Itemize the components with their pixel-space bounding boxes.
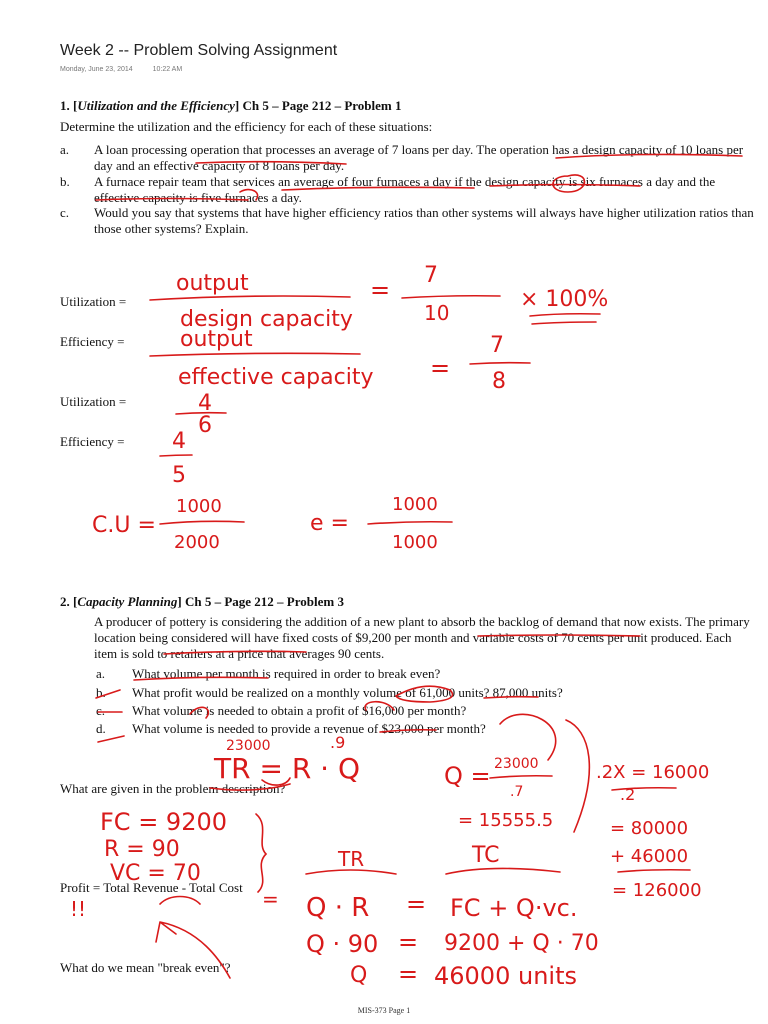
hw-x-sum-line [618,870,690,872]
problem2-ref: ] Ch 5 – Page 212 – Problem 3 [177,594,344,609]
hw-e2-den: 5 [172,463,186,488]
hw-x-r2: + 46000 [610,846,689,867]
problem2-item-c: What volume is needed to obtain a profit of $16,000 per month? [132,703,467,718]
hw-eff-bar [150,353,360,356]
problem1-item-a-line2: day and an effective capacity of 8 loans per day. [94,158,345,173]
hw-cu-den: 2000 [174,532,220,553]
hw-r: R = 90 [104,837,180,862]
problem1-item-b-letter: b. [60,174,70,189]
problem1-item-b [94,174,762,206]
hw-tr-top: 23000 [226,738,271,754]
problem1-intro: Determine the utilization and the efficiency for each of these situations: [60,119,433,134]
hw-e-label: e = [310,511,349,536]
problem1-topic: Utilization and the Efficiency [77,98,235,113]
hw-tc-label: TC [472,843,500,868]
efficiency-label-a: Efficiency = [60,334,125,349]
hw-u2-num: 4 [198,391,212,416]
problem2-item-b-letter: b. [96,685,106,700]
problem2-item-d-letter: d. [96,721,106,736]
page-date: Monday, June 23, 2014 [60,66,133,73]
problem1-item-c-line2: those other systems? Explain. [94,221,249,236]
hw-util-den: design capacity [180,307,353,332]
hw-u2-den: 6 [198,413,212,438]
hw-cu-num: 1000 [176,496,222,517]
problem1-heading [60,98,402,114]
hw-l3-left: Q [350,963,368,988]
problem2-heading [60,594,344,610]
problem1-item-c-line1: Would you say that systems that have higher efficiency ratios than other systems will always have higher utilization ratios than [94,205,754,220]
page-time: 10:22 AM [152,66,183,73]
problem2-topic: Capacity Planning [77,594,178,609]
hw-tc-bracket [446,868,560,874]
problem1-item-a [94,142,762,174]
hw-pct-underline-1 [530,314,600,316]
hw-cu-label: C.U = [92,513,156,538]
profit-equation: Profit = Total Revenue - Total Cost [60,880,243,895]
problem2-para-line2: location being considered will have fixed costs of $9,200 per month and variable costs of 70 cents per unit produced. Each [94,630,732,645]
hw-frac2-bar [470,363,530,364]
problem1-item-b-line2: effective capacity is five furnaces a day. [94,190,302,205]
hw-vc: VC = 70 [110,861,201,886]
problem2-number: 2. [ [60,594,78,609]
hw-l1-left: Q · R [306,893,370,923]
hw-cu-bar [160,521,244,524]
page-timestamp [60,66,200,73]
hw-frac1-den: 10 [424,301,450,325]
problem1-item-a-line1: A loan processing operation that processes an average of 7 loans per day. The operation has a design capacity of 10 loans per [94,142,744,157]
given-question: What are given in the problem description? [60,781,286,796]
hw-l3-eq: = [398,960,419,988]
problem2-paragraph [94,614,762,662]
hw-tr-dot: .9 [330,733,346,752]
page-title: Week 2 -- Problem Solving Assignment [60,42,338,59]
problem2-item-d: What volume is needed to provide a revenue of $23,000 per month? [132,721,486,736]
hw-l1-eq: = [406,890,427,918]
hw-arrow-eq: = [262,887,279,911]
problem2-para-line3: item is sold to retailers at a price that averages 90 cents. [94,646,385,661]
hw-e2-num: 4 [172,429,186,454]
problem1-item-c [94,205,762,237]
hw-fc: FC = 9200 [100,808,228,836]
hw-x-bar [612,788,676,790]
hw-util-num: output [176,271,249,296]
hw-q-res: = 15555.5 [458,810,554,831]
hw-curve-revenue [160,897,200,905]
problem2-item-c-letter: c. [96,703,106,718]
hw-x-r3: = 126000 [612,880,702,901]
hw-l1-right: FC + Q·vc. [450,894,578,922]
hw-tr-eq: TR = R · Q [214,752,361,785]
hw-u2-bar [176,413,226,414]
hw-frac1-num: 7 [424,263,438,288]
hw-tr-bracket [306,870,396,874]
hw-util-fraction-bar [150,296,350,300]
problem2-item-a: What volume per month is required in order to break even? [132,666,441,681]
hw-frac2-den: 8 [492,369,506,394]
hw-excl: !! [70,897,87,921]
problem1-item-a-letter: a. [60,142,70,157]
page-footer: MIS-373 Page 1 [357,1006,411,1015]
hw-l2-left: Q · 90 [306,930,379,958]
problem1-item-c-letter: c. [60,205,70,220]
hw-brace-given [256,814,266,892]
hw-pct: × 100% [520,287,609,312]
efficiency-label-b: Efficiency = [60,434,125,449]
utilization-label-b: Utilization = [60,394,127,409]
hw-q-num: 23000 [494,756,539,772]
problem1-item-b-line1: A furnace repair team that services an average of four furnaces a day if the design capacity is six furnaces a day and the [94,174,716,189]
hw-tr-label: TR [338,847,365,871]
hw-pct-underline-2 [532,322,596,324]
hw-eq1: = [370,276,391,304]
problem2-para-line1: A producer of pottery is considering the addition of a new plant to absorb the backlog of demand that now exists. The primary [94,614,750,629]
hw-frac2-num: 7 [490,333,504,358]
hw-e2-bar [160,455,192,456]
hw-x-den: .2 [620,785,636,804]
problem2-item-b: What profit would be realized on a monthly volume of 61,000 units? 87,000 units? [132,685,563,700]
problem1-number: 1. [ [60,98,78,113]
hw-l2-eq: = [398,928,419,956]
hw-frac1-bar [402,296,500,298]
problem2-item-a-letter: a. [96,666,106,681]
utilization-label-a: Utilization = [60,294,127,309]
hw-l2-right: 9200 + Q · 70 [444,931,599,956]
hw-q-bar [490,776,552,778]
hw-eq2: = [430,354,451,382]
hw-e-num: 1000 [392,494,438,515]
hw-e-bar [368,522,452,524]
hw-l3-right: 46000 units [434,962,577,990]
hw-x-r1: = 80000 [610,818,689,839]
hw-eff-den: effective capacity [178,365,374,390]
break-even-question: What do we mean "break even"? [60,960,231,975]
hw-eff-num: output [180,327,253,352]
problem1-ref: ] Ch 5 – Page 212 – Problem 1 [234,98,402,113]
hw-x-eq: .2X = 16000 [596,762,710,783]
hw-e-den: 1000 [392,532,438,553]
hw-q-eq: Q = [444,762,491,790]
hw-q-den: .7 [510,784,524,800]
